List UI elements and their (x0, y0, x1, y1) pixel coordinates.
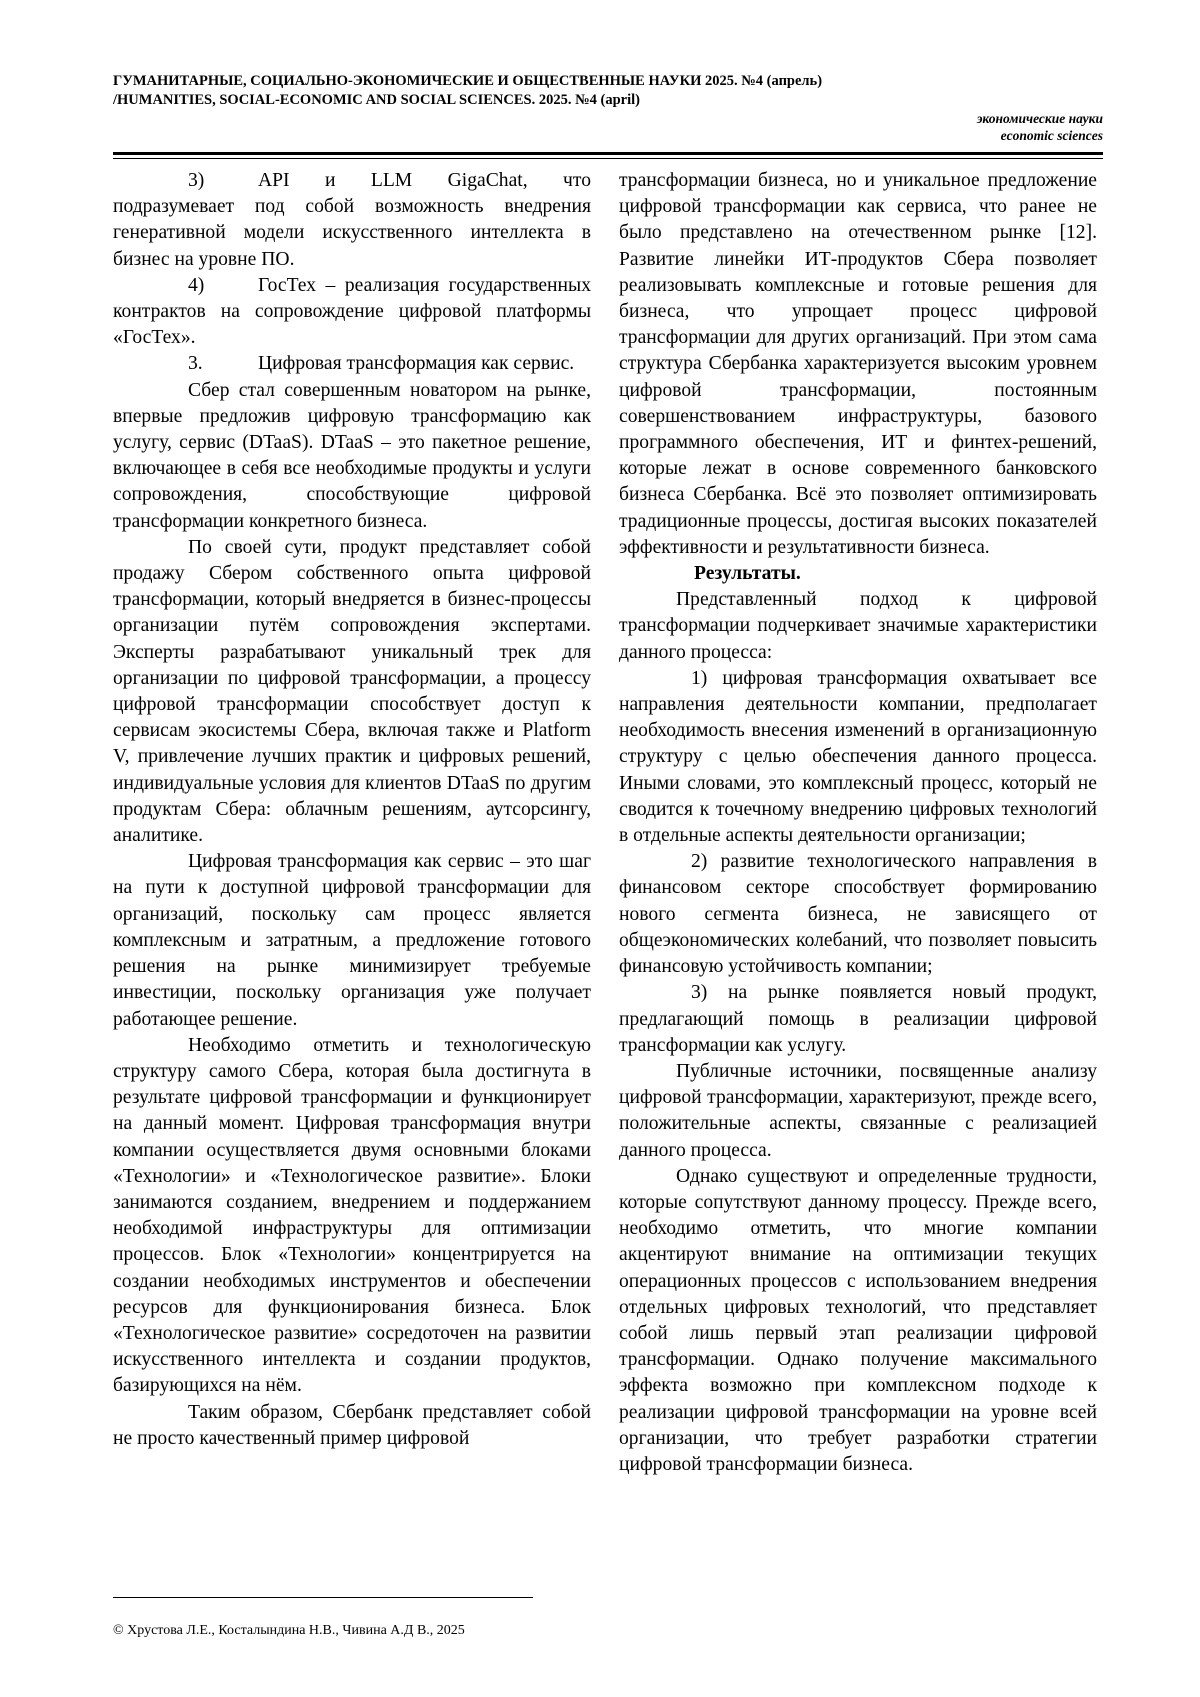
journal-title-ru: ГУМАНИТАРНЫЕ, СОЦИАЛЬНО-ЭКОНОМИЧЕСКИЕ И ОБЩЕСТВЕННЫЕ НАУКИ 2025. №4 (апрель) (113, 73, 823, 89)
paragraph-conclusion-start: Таким образом, Сбербанк представляет собой не просто качественный пример цифровой (113, 1401, 591, 1449)
section-label-en: economic sciences (1000, 128, 1103, 143)
list-item-3-text: API и LLM GigaChat, что подразумевает под собой возможность внедрения генеративной модели искусственного интеллекта в бизнес на уровне ПО. (113, 170, 591, 270)
results-heading: Результаты. (694, 563, 801, 585)
section-3-heading (113, 351, 591, 377)
paragraph-conclusion-cont: трансформации бизнеса, но и уникальное предложение цифровой трансформации как сервиса, что ранее не было представлено на отечественном рынке [12]. Развитие линейки ИТ-продуктов Сбера позволяет реализовывать комплексные и готовые решения для бизнеса, что упрощает процесс цифровой трансформации для других организаций. При этом сама структура Сбербанка характеризуется высоким уровнем цифровой трансформации, постоянным совершенствованием инфраструктуры, базового программного обеспечения, ИТ и финтех-решений, которые лежат в основе современного банковского бизнеса Сбербанка. Всё это позволяет оптимизировать традиционные процессы, достигая высоких показателей эффективности и результативности бизнеса. (619, 170, 1097, 558)
right-column (619, 168, 1097, 1478)
journal-title-en: /HUMANITIES, SOCIAL-ECONOMIC AND SOCIAL SCIENCES. 2025. №4 (april) (113, 92, 640, 108)
header-rule-thin (113, 158, 1103, 159)
list-item-4 (113, 273, 591, 352)
paragraph-dtaas-intro: Сбер стал совершенным новатором на рынке, впервые предложив цифровую трансформацию как услугу, сервис (DTaaS). DTaaS – это пакетное решение, включающее в себя все необходимые продукты и услуги сопровождения, способствующие цифровой трансформации конкретного бизнеса. (113, 379, 591, 532)
section-3-text: Цифровая трансформация как сервис. (258, 353, 575, 375)
results-item-2: 2) развитие технологического направления в финансовом секторе способствует формированию нового сегмента бизнеса, не зависящего от общеэкономических колебаний, что позволяет повысить финансовую устойчивость компании; (619, 851, 1097, 978)
paragraph-results-intro: Представленный подход к цифровой трансформации подчеркивает значимые характеристики данного процесса: (619, 589, 1097, 663)
copyright-footnote: © Хрустова Л.Е., Косталындина Н.В., Чивина А.Д В., 2025 (113, 1623, 465, 1638)
footnote-rule (113, 1597, 533, 1598)
paragraph-public-sources: Публичные источники, посвященные анализу цифровой трансформации, характеризуют, прежде всего, положительные аспекты, связанные с реализацией данного процесса. (619, 1060, 1097, 1161)
paragraph-difficulties: Однако существуют и определенные трудности, которые сопутствуют данному процессу. Прежде всего, необходимо отметить, что многие компании акцентируют внимание на оптимизации текущих операционных процессов с использованием внедрения отдельных цифровых технологий, что представляет собой лишь первый этап реализации цифровой трансформации. Однако получение максимального эффекта возможно при комплексном подходе к реализации цифровой трансформации на уровне всей организации, что требует разработки стратегии цифровой трансформации бизнеса. (619, 1165, 1097, 1475)
list-item-3-number: 3) (188, 170, 205, 191)
list-item-4-number: 4) (188, 274, 205, 296)
header-rule-thick (113, 152, 1103, 155)
section-label-ru: экономические науки (976, 111, 1103, 126)
section-label (977, 110, 1103, 144)
section-3-number: 3. (188, 353, 203, 375)
journal-header (113, 72, 1103, 110)
list-item-4-text: ГосТех – реализация государственных контрактов на сопровождение цифровой платформы «ГосТех». (113, 274, 591, 349)
list-item-3 (113, 168, 591, 273)
paragraph-product-essence: По своей сути, продукт представляет собой продажу Сбером собственного опыта цифровой трансформации, который внедряется в бизнес-процессы организации путём сопровождения экспертами. Эксперты разрабатывают уникальный трек для организации по цифровой трансформации, а процессу цифровой трансформации способствует доступ к сервисам экосистемы Сбера, включая также и Platform V, привлечение лучших практик и цифровых решений, индивидуальные условия для клиентов DTaaS по другим продуктам Сбера: облачным решениям, аутсорсингу, аналитике. (113, 536, 591, 847)
results-item-3: 3) на рынке появляется новый продукт, предлагающий помощь в реализации цифровой трансформации как услугу. (619, 982, 1097, 1056)
results-item-1: 1) цифровая трансформация охватывает все направления деятельности компании, предполагает необходимость внесения изменений в организационную структуру с целью обеспечения данного процесса. Иными словами, это комплексный процесс, который не сводится к точечному внедрению цифровых технологий в отдельные аспекты деятельности организации; (619, 667, 1097, 847)
paragraph-service-step: Цифровая трансформация как сервис – это шаг на пути к доступной цифровой трансформации для организаций, поскольку сам процесс является комплексным и затратным, а предложение готового решения на рынке минимизирует требуемые инвестиции, поскольку организация уже получает работающее решение. (113, 851, 591, 1030)
left-column (113, 168, 591, 1452)
paragraph-tech-structure: Необходимо отметить и технологическую структуру самого Сбера, которая была достигнута в результате цифровой трансформации и функционирует на данный момент. Цифровая трансформация внутри компании осуществляется двумя основными блоками «Технологии» и «Технологическое развитие». Блоки занимаются созданием, внедрением и поддержанием необходимой инфраструктуры для оптимизации процессов. Блок «Технологии» концентрируется на создании необходимых инструментов и обеспечении ресурсов для функционирования бизнеса. Блок «Технологическое развитие» сосредоточен на развитии искусственного интеллекта и создании продуктов, базирующихся на нём. (113, 1034, 591, 1397)
